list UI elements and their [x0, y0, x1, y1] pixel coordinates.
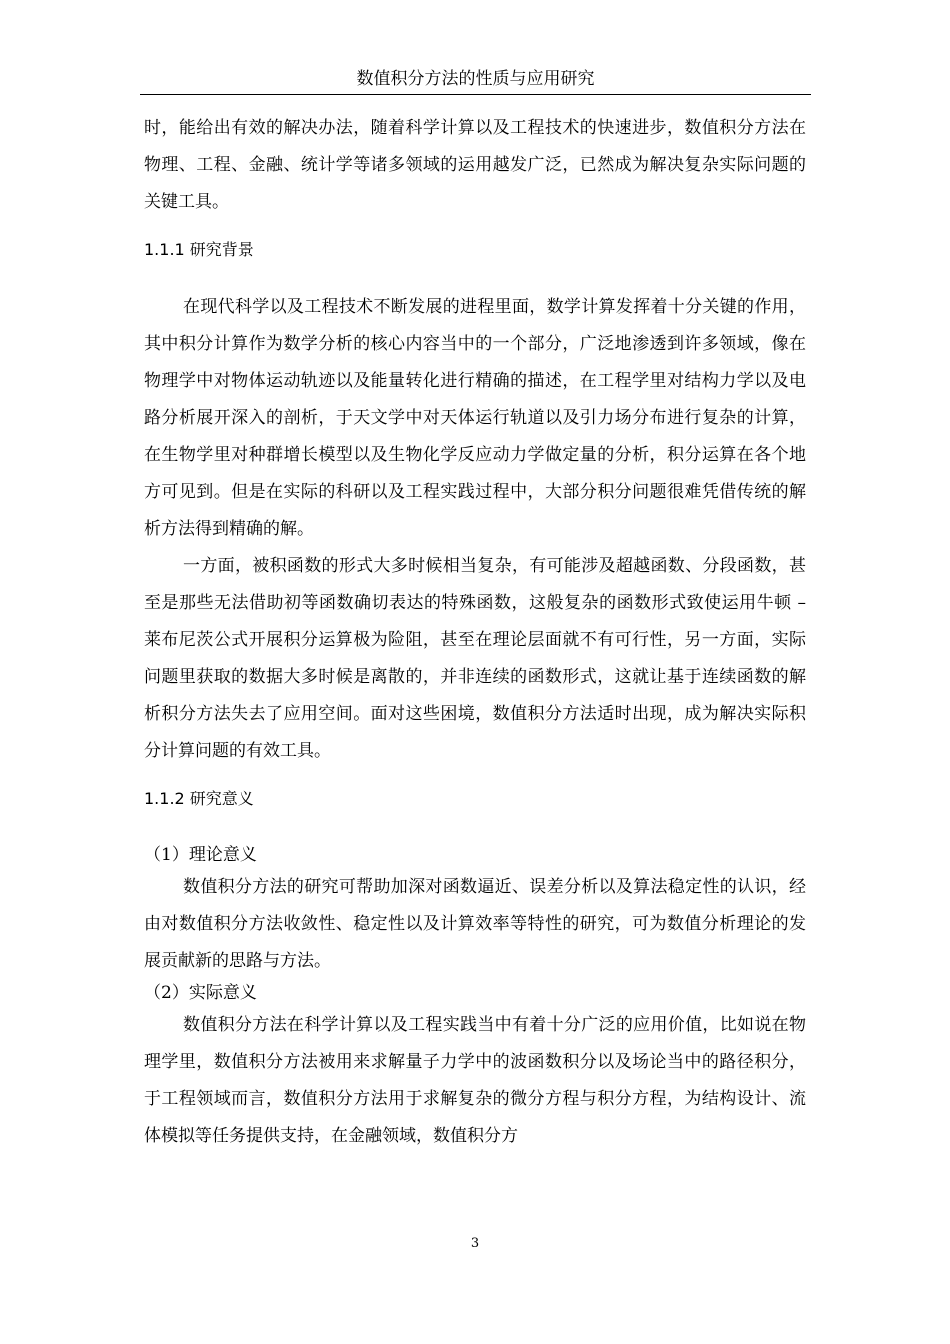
page-body [144, 110, 806, 1155]
paragraph-theoretical: 数值积分方法的研究可帮助加深对函数逼近、误差分析以及算法稳定性的认识，经由对数值积分方法收敛性、稳定性以及计算效率等特性的研究，可为数值分析理论的发展贡献新的思路与方法。 [144, 877, 806, 971]
subheading-theoretical: （1）理论意义 [144, 845, 257, 865]
paragraph-practical: 数值积分方法在科学计算以及工程实践当中有着十分广泛的应用价值，比如说在物理学里，数值积分方法被用来求解量子力学中的波函数积分以及场论当中的路径积分，于工程领域而言，数值积分方法用于求解复杂的微分方程与积分方程，为结构设计、流体模拟等任务提供支持，在金融领域，数值积分方 [144, 1015, 806, 1146]
paragraph-background-1: 在现代科学以及工程技术不断发展的进程里面，数学计算发挥着十分关键的作用，其中积分计算作为数学分析的核心内容当中的一个部分，广泛地渗透到许多领域，像在物理学中对物体运动轨迹以及能量转化进行精确的描述，在工程学里对结构力学以及电路分析展开深入的剖析，于天文学中对天体运行轨道以及引力场分布进行复杂的计算，在生物学里对种群增长模型以及生物化学反应动力学做定量的分析，积分运算在各个地方可见到。但是在实际的科研以及工程实践过程中，大部分积分问题很难凭借传统的解析方法得到精确的解。 [144, 297, 806, 539]
running-header: 数值积分方法的性质与应用研究 [356, 69, 595, 89]
paragraph-background-2: 一方面，被积函数的形式大多时候相当复杂，有可能涉及超越函数、分段函数，甚至是那些无法借助初等函数确切表达的特殊函数，这般复杂的函数形式致使运用牛顿 – 莱布尼茨公式开展积分运算极为险阻，甚至在理论层面就不有可行性，另一方面，实际问题里获取的数据大多时候是离散的，并非连续的函数形式，这就让基于连续函数的解析积分方法失去了应用空间。面对这些困境，数值积分方法适时出现，成为解决实际积分计算问题的有效工具。 [144, 556, 806, 761]
paragraph-continued: 时，能给出有效的解决办法，随着科学计算以及工程技术的快速进步，数值积分方法在物理、工程、金融、统计学等诸多领域的运用越发广泛，已然成为解决复杂实际问题的关键工具。 [144, 118, 806, 212]
section-heading-background: 1.1.1 研究背景 [144, 240, 254, 259]
page-number: 3 [470, 1236, 480, 1251]
subheading-practical: （2）实际意义 [144, 983, 257, 1003]
section-heading-significance: 1.1.2 研究意义 [144, 789, 254, 808]
header-rule [140, 94, 811, 95]
